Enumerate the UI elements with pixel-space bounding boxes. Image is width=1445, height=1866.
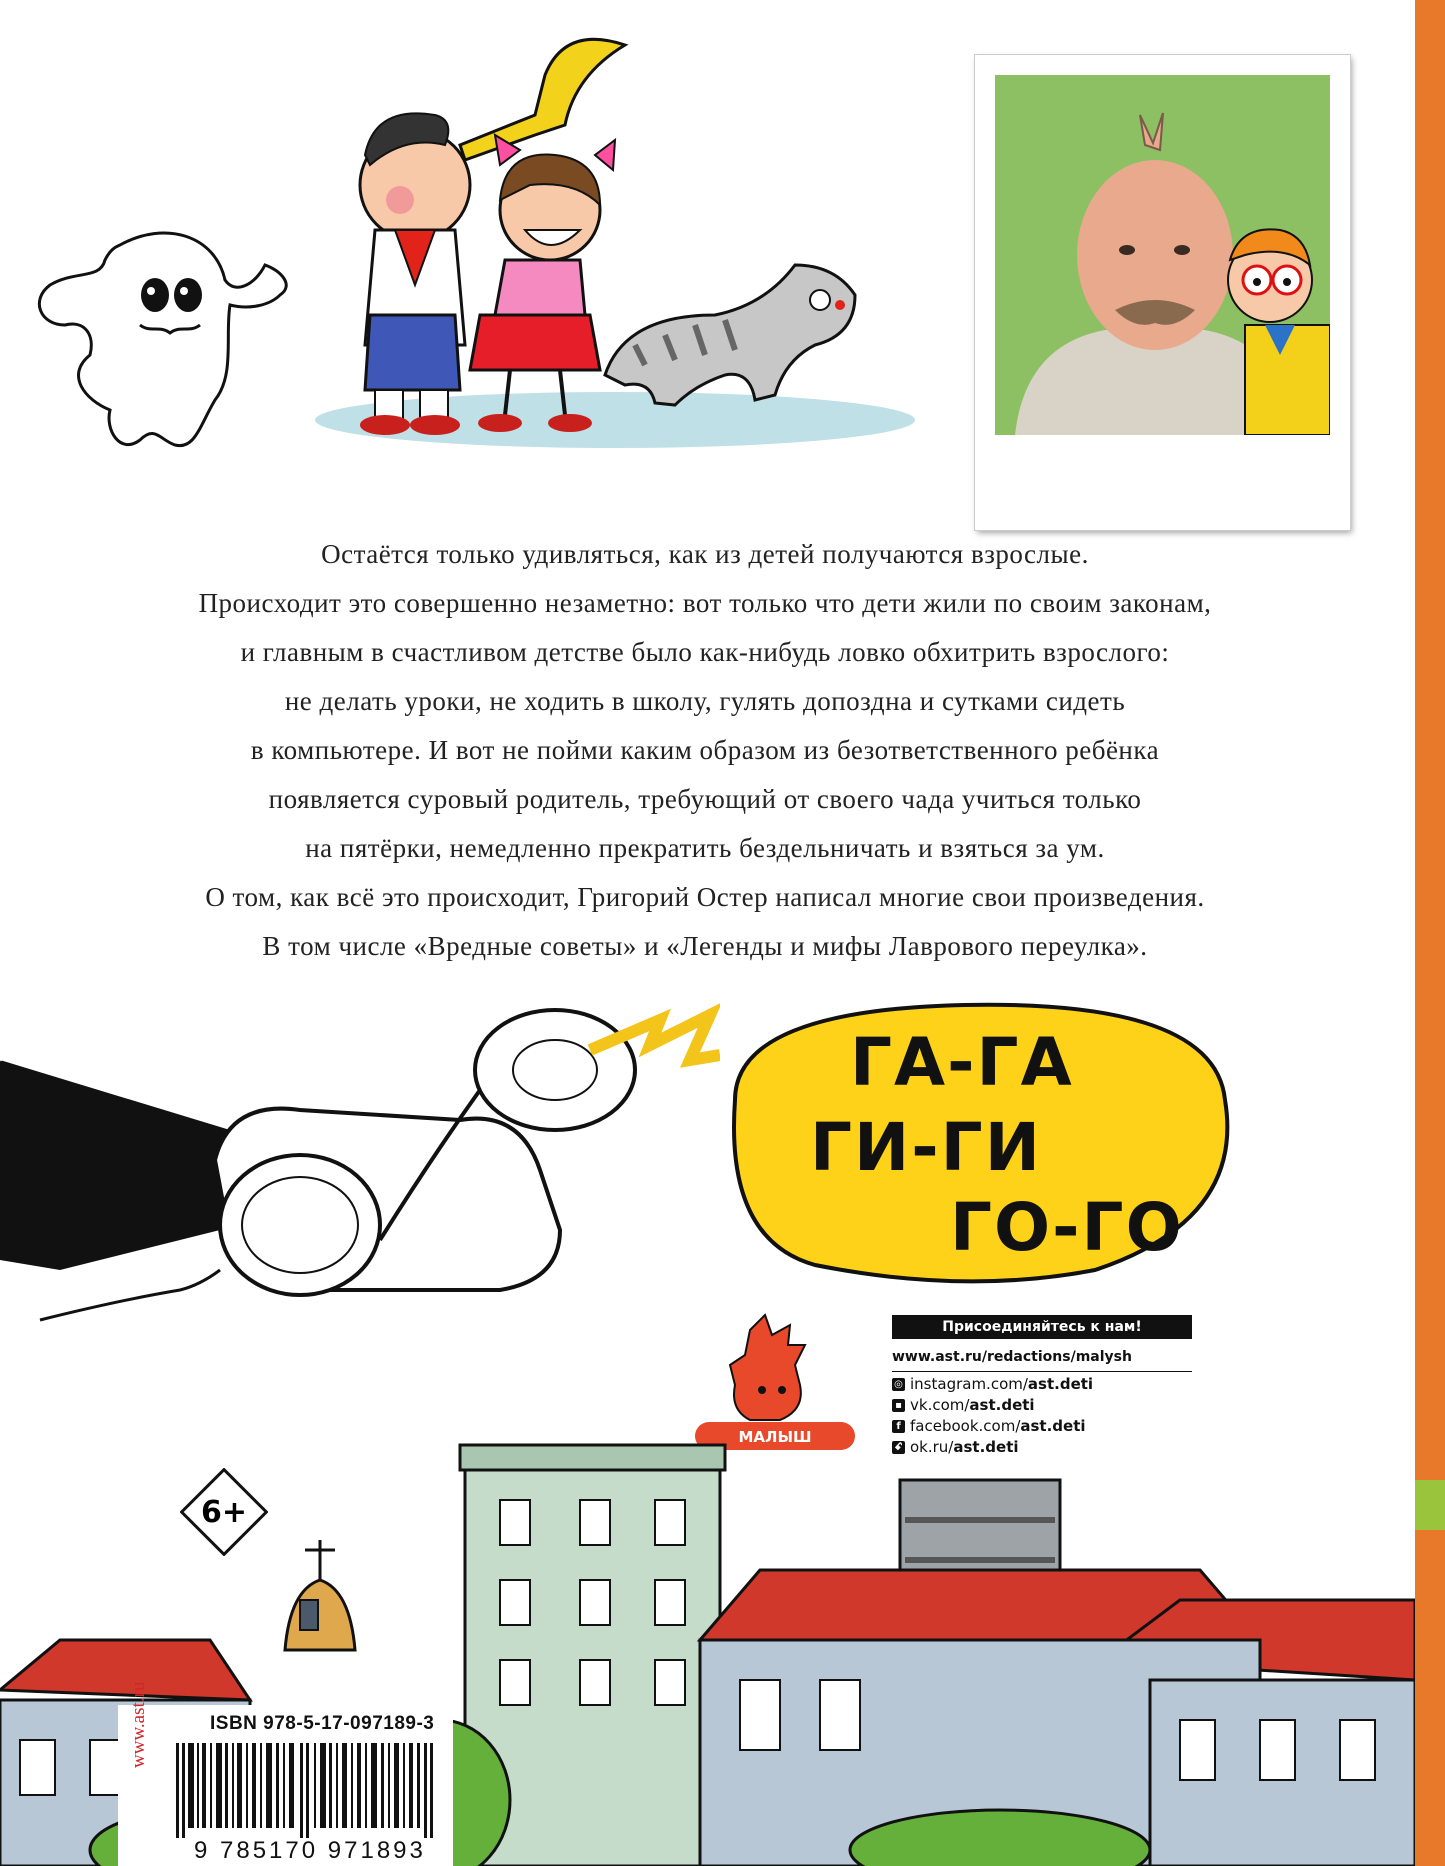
author-photo-frame [975, 55, 1350, 530]
kids-trumpet-cat-illustration [295, 15, 915, 455]
isbn-label: ISBN 978-5-17-097189-3 [210, 1713, 435, 1734]
description-line: не делать уроки, не ходить в школу, гулять допоздна и сутками сидеть [284, 686, 1126, 716]
barcode-bars [176, 1743, 446, 1838]
social-link-instagram[interactable]: ◎ instagram.com/ ast.deti [892, 1375, 1192, 1393]
join-label: Присоединяйтесь к нам! [892, 1315, 1192, 1339]
vk-icon: ▪ [892, 1399, 905, 1412]
instagram-icon: ◎ [892, 1378, 905, 1391]
description-line: в компьютере. И вот не пойми каким образом из безответственного ребёнка [250, 735, 1160, 765]
facebook-icon: f [892, 1420, 905, 1433]
ghost-illustration [25, 225, 325, 465]
laugh-speech-bubble [715, 990, 1245, 1290]
vertical-site-url: www.ast.ru [128, 1681, 149, 1768]
book-description [80, 530, 1330, 971]
description-line: появляется суровый родитель, требующий от своего чада учиться только [268, 784, 1142, 814]
spine-accent [1415, 1480, 1445, 1530]
ok-icon: ꗃ [892, 1441, 905, 1454]
barcode-panel [118, 1705, 453, 1866]
description-line: В том числе «Вредные советы» и «Легенды и мифы Лаврового переулка». [262, 931, 1148, 961]
description-line: Происходит это совершенно незаметно: вот только что дети жили по своим законам, [198, 588, 1212, 618]
bubble-line-1: ГА-ГА [850, 1024, 1074, 1101]
age-rating-badge [180, 1468, 268, 1556]
bubble-line-3: ГО-ГО [950, 1189, 1184, 1266]
bubble-line-2: ГИ-ГИ [810, 1109, 1042, 1186]
publisher-site-link[interactable]: www.ast.ru/redactions/malysh [892, 1349, 1192, 1372]
author-photo [995, 75, 1330, 435]
age-rating-label: 6+ [200, 1494, 247, 1530]
barcode-number: 9 785170 971893 [194, 1837, 426, 1864]
description-line: и главным в счастливом детстве было как-нибудь ловко обхитрить взрослого: [240, 637, 1170, 667]
telephone-hand-illustration [0, 1000, 720, 1360]
publisher-logo-text: МАЛЫШ [738, 1428, 812, 1446]
social-link-vk[interactable]: ▪ vk.com/ ast.deti [892, 1396, 1192, 1414]
social-link-ok[interactable]: ꗃ ok.ru/ ast.deti [892, 1438, 1192, 1456]
description-line: Остаётся только удивляться, как из детей получаются взрослые. [321, 539, 1089, 569]
social-link-facebook[interactable]: f facebook.com/ ast.deti [892, 1417, 1192, 1435]
description-line: на пятёрки, немедленно прекратить бездельничать и взяться за ум. [305, 833, 1105, 863]
spine-strip [1415, 0, 1445, 1866]
description-line: О том, как всё это происходит, Григорий Остер написал многие свои произведения. [205, 882, 1205, 912]
author-portrait-illustration [995, 75, 1330, 435]
